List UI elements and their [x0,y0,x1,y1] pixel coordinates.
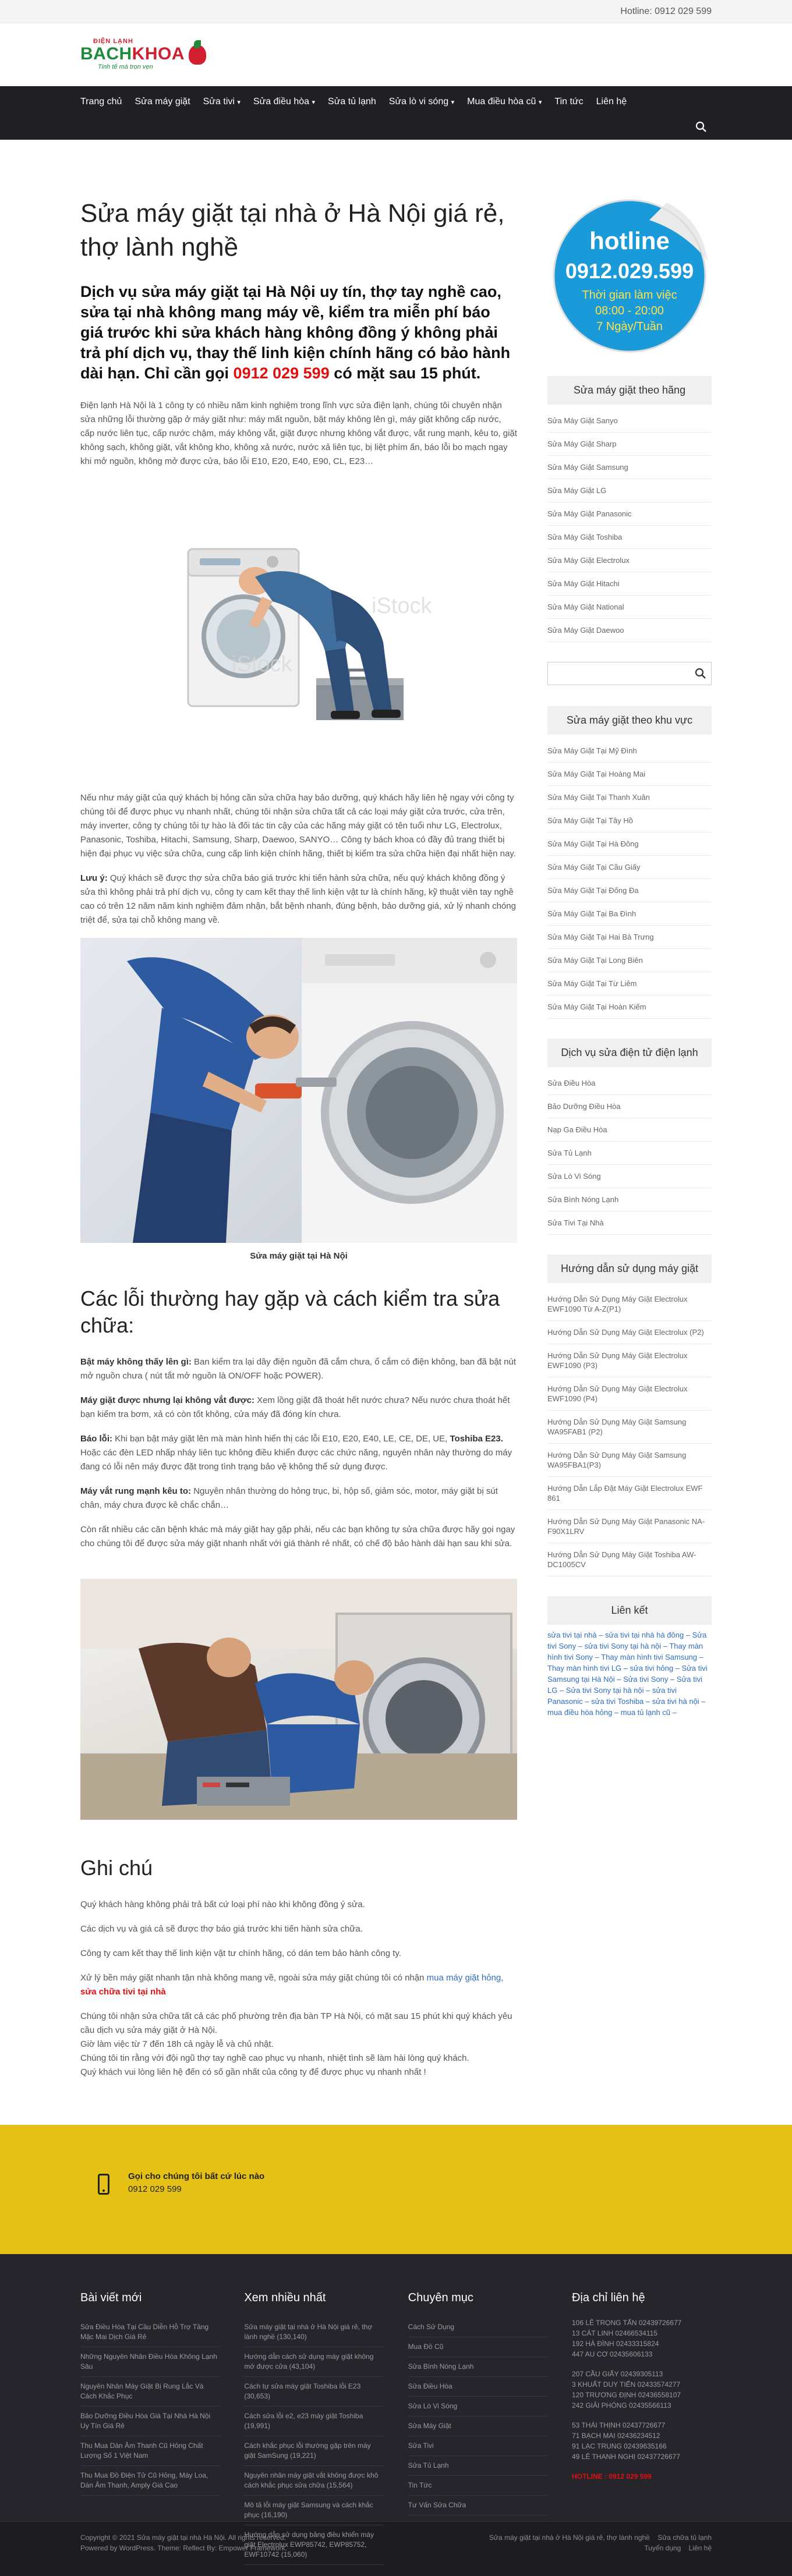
closing-paragraph: Chúng tôi nhận sửa chữa tất cả các phố phường trên địa bàn TP Hà Nội, có mặt sau 15 phút khi quý khách yêu cầu dịch vụ sửa máy giặt ở Hà Nội. Giờ làm việc từ 7 đến 18h cả ngày lễ và chủ nhật. Chúng tôi tin rằng với đội ngũ thợ tay nghề cao phục vụ nhanh, nhiệt tình sẽ làm hài lòng quý khách. Quý khách vui lòng liên hệ đến có số gần nhất của công ty để được phục vụ nhanh nhất ! [80,2011,512,2077]
sidebar [547,197,712,1718]
list-item[interactable]: Nguyên nhân máy giặt vắt không được khô cách khắc phục sửa chữa (15,564) [244,2466,384,2496]
bottom-link[interactable]: Sửa máy giặt tại nhà ở Hà Nội giá rẻ, thợ lành nghề [489,2534,650,2542]
list-item[interactable]: Sửa Tivi [408,2436,548,2456]
footer-col-title: Địa chỉ liên hệ [571,2291,645,2304]
links-widget-title: Liên kết [547,1596,712,1625]
list-item[interactable]: Sửa Máy Giặt Tại Từ Liêm [547,972,712,995]
bottom-link[interactable]: Tuyển dụng [644,2544,681,2552]
faults-heading: Các lỗi thường hay gặp và cách kiểm tra sửa chữa: [80,1287,500,1337]
nav-item-used-ac[interactable]: Mua điều hòa cũ ▾ [467,97,542,107]
svg-text:iStock: iStock [232,652,292,676]
footer-addresses: Địa chỉ liên hệ 106 LÊ TRỌNG TẤN 02439726677 13 CÁT LINH 02466534115 192 HÀ ĐÌNH 02433315824 447 AU CƠ 02435606133 207 CẦU GIẤY 02439305113 3 KHUẤT DUY TIẾN 02433574277 120 TRƯƠNG ĐỊNH 02436558107 242 GIẢI PHÓNG 02435566113 53 THÁI THỊNH 02437726677 71 BẠCH MAI 02436234512 91 LẠC TRUNG 02439635166 49 LÊ THANH NGHỊ 02437726677 HOTLINE : 0912 029 599 [572,2291,712,2565]
nav-item-fridge[interactable]: Sửa tủ lạnh [328,97,376,107]
list-item[interactable]: Sửa Máy Giặt Tại Hoàng Mai [547,763,712,786]
list-item[interactable]: Hướng Dẫn Sử Dụng Máy Giặt Electrolux EWF1090 (P3) [547,1344,712,1377]
notes-heading: Ghi chú [80,1856,153,1880]
list-item[interactable]: Sửa Máy Giặt [408,2416,548,2436]
main-area [80,140,712,2090]
footer-col-title: Chuyên mục [408,2291,473,2304]
technician-illustration [80,526,517,731]
list-item[interactable]: Hướng Dẫn Lắp Đặt Máy Giặt Electrolux EWF 861 [547,1477,712,1510]
footer-hotline[interactable]: HOTLINE : 0912 029 599 [571,2472,652,2481]
site-header [0,23,792,86]
sidebar-search-input[interactable] [547,662,712,685]
list-item[interactable]: Hướng Dẫn Sử Dụng Máy Giặt Samsung WA95FAB1 (P2) [547,1411,712,1444]
nav-item-tv[interactable]: Sửa tivi ▾ [203,97,241,107]
chevron-down-icon: ▾ [312,99,316,106]
note-links-paragraph: Xử lý bền máy giặt nhanh tận nhà không mang về, ngoài sửa máy giặt chúng tôi có nhận mua máy giặt hỏng, sửa chữa tivi tại nhà [80,1973,504,1997]
areas-list [547,739,712,1019]
list-item[interactable]: Sửa Máy Giặt Tại Hai Bà Trưng [547,926,712,949]
list-item[interactable]: Hướng dẫn cách sử dụng máy giặt không mở được cửa (43,104) [244,2347,384,2377]
services-widget-title: Dịch vụ sửa điện tử điện lạnh [547,1039,712,1067]
list-item[interactable]: Sửa Máy Giặt LG [547,479,712,502]
nav-item-news[interactable]: Tin tức [554,97,584,107]
call-title: Gọi cho chúng tôi bất cứ lúc nào [128,2171,265,2181]
top-bar [0,0,792,23]
list-item[interactable]: Nguyên Nhân Máy Giặt Bị Rung Lắc Và Cách Khắc Phục [80,2377,220,2407]
list-item[interactable]: Sửa Điều Hòa [547,1072,712,1095]
list-item[interactable]: Sửa Máy Giặt Tại Mỹ Đình [547,739,712,763]
footer-col-title: Xem nhiều nhất [244,2291,326,2304]
article [80,197,517,2090]
bottom-link[interactable]: Liên hệ [688,2544,712,2552]
list-item[interactable]: Sửa Lò Vi Sóng [547,1165,712,1188]
list-item[interactable]: Sửa Máy Giặt Hitachi [547,572,712,596]
list-item[interactable]: Những Nguyên Nhân Điều Hòa Không Lạnh Sâu [80,2347,220,2377]
list-item[interactable]: Sửa Máy Giặt Tại Hà Đông [547,832,712,856]
after-faults-paragraph: Còn rất nhiều các căn bệnh khác mà máy giặt hay gặp phải, nếu các bạn không tự sửa chữa được hãy gọi ngay cho chúng tôi để được sửa máy giặt nhanh nhất với giá thành rẻ nhất, có chế độ bảo hành dài hạn sau khi sửa. [80,1525,515,1549]
note-paragraph: Lưu ý: Quý khách sẽ được thợ sửa chữa báo giá trước khi tiến hành sửa chữa, nếu quý khách không đồng ý sửa thì không phải trả phí dịch vụ, công ty cam kết thay thế linh kiện vật tư là chính hãng, kỹ thuật viên tay nghề cao có trên 12 năm năm kinh nghiệm đảm nhận, bắt bệnh nhanh, đúng bệnh, bảo dưỡng giá, xử lý nhanh chóng triệt để, sửa tại chỗ không mang về. [80,873,516,925]
call-band [0,2125,792,2254]
list-item[interactable]: Cách sửa lỗi e2, e23 máy giặt Toshiba (19,991) [244,2407,384,2436]
list-item[interactable]: Mua Đồ Cũ [408,2337,548,2357]
list-item[interactable]: Sửa Máy Giặt Tại Hoàn Kiếm [547,995,712,1019]
list-item[interactable]: Hướng Dẫn Sử Dụng Máy Giặt Electrolux (P2) [547,1321,712,1344]
fault-item: Máy vắt rung mạnh kêu to: Nguyên nhân thường do hỏng trục, bi, hộp số, giảm sóc, motor, máy giặt bị sút chân, máy chưa được kê chắc chắn… [80,1486,498,1510]
logo-leaf-icon [189,45,206,65]
list-item[interactable]: Hướng dẫn sử dụng bảng điều khiển máy giặt Electrolux EWP85742, EWP85752, EWF10742 (15,060) [244,2525,384,2565]
guides-list [547,1288,712,1576]
links-widget-text[interactable]: sửa tivi tại nhà – sửa tivi tại nhà hà đông – Sửa tivi Sony – sửa tivi Sony tại hà nội – Thay màn hình tivi Sony – Thay màn hình tivi Samsung – Thay màn hình tivi LG – sửa tivi hỏng – Sửa tivi Samsung tại Hà Nội – Sửa tivi Sony – Sửa tivi LG – Sửa tivi Sony tại hà nội – sửa tivi Panasonic – sửa tivi Toshiba – sửa tivi hà nội – mua điều hòa hỏng – mua tủ lạnh cũ – [547,1631,708,1717]
svg-text:hotline: hotline [589,227,670,254]
fault-item: Máy giặt được nhưng lại không vắt được: Xem lồng giặt đã thoát hết nước chưa? Nếu nước chưa thoát hết bạn kiểm tra bơm, xả có còn tốt không, cửa máy đã đóng kín chưa. [80,1395,510,1419]
tv-repair-link[interactable]: sửa chữa tivi tại nhà [80,1987,166,1997]
logo-top-text: ĐIỆN LẠNH [93,38,133,45]
list-item[interactable]: Sửa Lò Vi Sóng [408,2397,548,2416]
svg-text:0912.029.599: 0912.029.599 [565,259,694,283]
topbar-hotline[interactable]: Hotline: 0912 029 599 [620,6,712,16]
nav-item-contact[interactable]: Liên hệ [596,97,627,107]
fault-item: Báo lỗi: Khi bạn bật máy giặt lên mà màn hình hiển thị các lỗi E10, E20, E40, LE, CE, DE, UE, Toshiba E23. Hoặc các đèn LED nhấp nháy liên tục không điều khiển được các chức năng, nguyên nhân này thường do máy đang có lỗi nên máy được đặt trong tình trạng bảo vệ không thể sử dụng được. [80,1434,512,1472]
list-item[interactable]: Sửa Tủ Lạnh [547,1142,712,1165]
list-item[interactable]: Sửa Máy Giặt Daewoo [547,619,712,642]
list-item[interactable]: Sửa Máy Giặt Tại Ba Đình [547,902,712,926]
list-item[interactable]: Bảo Dưỡng Điều Hòa [547,1095,712,1118]
call-text [80,2170,712,2196]
phone-icon [98,2174,109,2195]
call-phone[interactable]: 0912 029 599 [128,2184,182,2194]
note-item: Quý khách hàng không phải trả bất cứ loại phí nào khi không đồng ý sửa. [80,1900,365,1909]
bottom-links [420,2532,712,2553]
search-icon[interactable] [695,668,706,679]
list-item[interactable]: Sửa Máy Giặt Samsung [547,456,712,479]
nav-item-microwave[interactable]: Sửa lò vi sóng ▾ [388,97,455,107]
bottom-link[interactable]: Sửa chữa tủ lạnh [657,2534,712,2542]
site-logo[interactable] [80,38,203,74]
powered-text: Powered by WordPress. Theme: Reflect By: Empower Framework. [80,2544,288,2552]
list-item[interactable]: Thu Mua Đồ Điện Tử Cũ Hỏng, Máy Loa, Dàn Âm Thanh, Amply Giá Cao [80,2466,220,2496]
brands-widget-title: Sửa máy giặt theo hãng [547,376,712,405]
list-item[interactable]: Hướng Dẫn Sử Dụng Máy Giặt Toshiba AW-DC1005CV [547,1543,712,1576]
list-item[interactable]: Sửa Máy Giặt Tại Cầu Giấy [547,856,712,879]
svg-text:Thời gian làm việc: Thời gian làm việc [582,289,677,302]
list-item[interactable]: Tư Vấn Sửa Chữa [408,2496,548,2515]
lead-heading: Dịch vụ sửa máy giặt tại Hà Nội uy tín, thợ tay nghề cao, sửa tại nhà không mang máy về, kiểm tra miễn phí báo giá trước khi sửa khách hàng không đồng ý không phải trả phí dịch vụ, thay thế linh kiện chính hãng có bảo hành dài hạn. Chỉ cần gọi 0912 029 599 có mặt sau 15 phút. [80,283,511,382]
logo-brand: BACHKHOA [80,44,185,63]
list-item[interactable]: Thu Mua Dàn Âm Thanh Cũ Hỏng Chất Lượng Số 1 Việt Nam [80,2436,220,2466]
list-item[interactable]: Bảo Dưỡng Điều Hòa Giá Tại Nhà Hà Nội Uy Tín Giá Rẻ [80,2407,220,2436]
page-title: Sửa máy giặt tại nhà ở Hà Nội giá rẻ, thợ lành nghề [80,199,505,261]
footer-col-title: Bài viết mới [80,2291,142,2304]
list-item[interactable]: Sửa máy giặt tại nhà ở Hà Nội giá rẻ, thợ lành nghề (130,140) [244,2318,384,2347]
technician-washer-image [80,526,517,731]
list-item[interactable]: Sửa Máy Giặt Sharp [547,433,712,456]
nav-item-washing-machine[interactable]: Sửa máy giặt [135,97,190,107]
photo-caption: Sửa máy giặt tại Hà Nội [250,1251,348,1261]
svg-text:7 Ngày/Tuần: 7 Ngày/Tuần [596,320,663,333]
lead-phone[interactable]: 0912 029 599 [233,364,330,382]
list-item[interactable]: Sửa Điều Hòa [408,2377,548,2397]
chevron-down-icon: ▾ [237,99,241,106]
logo-tagline: Tinh tế mà trọn vẹn [98,63,153,70]
bottom-bar [0,2521,792,2576]
list-item[interactable]: Hướng Dẫn Sử Dụng Máy Giặt Panasonic NA-F90X1LRV [547,1510,712,1543]
svg-text:iStock: iStock [372,594,432,618]
services-list [547,1072,712,1235]
list-item[interactable]: Nạp Ga Điều Hòa [547,1118,712,1142]
list-item[interactable]: Tin Tức [408,2476,548,2496]
list-item[interactable]: Sửa Bình Nóng Lạnh [547,1188,712,1211]
svg-text:08:00 - 20:00: 08:00 - 20:00 [595,304,664,317]
two-technicians-photo [80,1579,517,1820]
list-item[interactable]: Sửa Máy Giặt National [547,596,712,619]
used-washer-link[interactable]: mua máy giặt hỏng, [426,1973,504,1983]
main-nav [0,86,792,140]
list-item[interactable]: Sửa Máy Giặt Tại Long Biên [547,949,712,972]
kitchen-washer-image [80,1579,517,1820]
list-item[interactable]: Hướng Dẫn Sử Dụng Máy Giặt Samsung WA95FBA1(P3) [547,1444,712,1477]
front-load-washer-image [80,938,517,1243]
note-item: Công ty cam kết thay thế linh kiện vật tư chính hãng, có dán tem bảo hành công ty. [80,1948,401,1958]
list-item[interactable]: Mô tả lỗi máy giặt Samsung và cách khắc phục (16,190) [244,2496,384,2525]
list-item[interactable]: Sửa Máy Giặt Panasonic [547,502,712,526]
search-icon[interactable] [695,121,707,133]
list-item[interactable]: Sửa Máy Giặt Electrolux [547,549,712,572]
areas-widget-title: Sửa máy giặt theo khu vực [547,706,712,735]
list-item[interactable]: Sửa Máy Giặt Tại Đống Đa [547,879,712,902]
list-item[interactable]: Sửa Điều Hòa Tại Cầu Diễn Hỗ Trợ Tầng Mặc Mai Dịch Giá Rẻ [80,2318,220,2347]
chevron-down-icon: ▾ [451,99,455,106]
nav-item-air-conditioner[interactable]: Sửa điều hòa ▾ [253,97,316,107]
note-item: Các dịch vụ và giá cả sẽ được thợ báo giá trước khi tiến hành sửa chữa. [80,1924,363,1934]
list-item[interactable]: Sửa Máy Giặt Sanyo [547,409,712,433]
list-item[interactable]: Cách tự sửa máy giặt Toshiba lỗi E23 (30,653) [244,2377,384,2407]
copyright-text: Copyright © 2021 Sửa máy giặt tại nhà Hà Nội. All rights reserved. [80,2534,287,2542]
intro-paragraph: Điện lạnh Hà Nội là 1 công ty có nhiều năm kinh nghiệm trong lĩnh vực sửa điện lạnh, chúng tôi chuyên nhận sửa những lỗi thường gặp ở máy giặt như: máy mất nguồn, bật máy không lên gì, máy giặt không cấp nước, cấp nước liên tục, cấp nước chậm, máy không vắt, giặt được nhưng không vắt được, vắt rung mạnh, kêu to, giặt không sạch, không giặt, vắt không kho, không xả nước, nước xả liên tục, bị liệt phím ấn, báo lỗi bo mạch ngay khi mở nguồn, không mở được cửa, báo lỗi E10, E20, E40, E90, CL, E23… [80,401,517,466]
list-item[interactable]: Sửa Máy Giặt Toshiba [547,526,712,549]
list-item[interactable]: Sửa Tủ Lạnh [408,2456,548,2476]
list-item[interactable]: Sửa Tivi Tại Nhà [547,1211,712,1235]
repairman-photo [80,938,517,1243]
fault-item: Bật máy không thấy lên gì: Ban kiểm tra lại dây điện nguồn đã cắm chưa, ổ cắm có điện không, ban đã bật nút mở nguồn chưa ( nút tắt mở nguồn là ON/OFF hoặc POWER). [80,1357,516,1381]
hotline-badge[interactable] [550,197,709,355]
list-item[interactable]: Cách khắc phục lỗi thường gặp trên máy giặt SamSung (19,221) [244,2436,384,2466]
list-item[interactable]: Cách Sử Dụng [408,2318,548,2337]
chevron-down-icon: ▾ [538,99,542,106]
list-item[interactable]: Sửa Bình Nóng Lạnh [408,2357,548,2377]
list-item[interactable]: Sửa Máy Giặt Tại Thanh Xuân [547,786,712,809]
list-item[interactable]: Sửa Máy Giặt Tại Tây Hồ [547,809,712,832]
list-item[interactable]: Hướng Dẫn Sử Dụng Máy Giặt Electrolux EWF1090 Từ A-Z(P1) [547,1288,712,1321]
nav-item-home[interactable]: Trang chủ [80,97,122,107]
list-item[interactable]: Hướng Dẫn Sử Dụng Máy Giặt Electrolux EWF1090 (P4) [547,1377,712,1411]
brands-list [547,409,712,642]
brands-paragraph: Nếu như máy giặt của quý khách bị hỏng cần sửa chữa hay bảo dưỡng, quý khách hãy liên hệ ngay với công ty chúng tôi để được phục vụ nhanh nhất, chúng tôi nhận sửa chữa tất cả các loại máy giặt cửa trước, cửa trên, máy inverter, công ty chúng tôi tự hào là đối tác tin cậy của các hãng máy giặt có tên tuổi như LG, Electrolux, Panasonic, Toshiba, Hitachi, Samsung, Sharp, Daewoo, SANYO… Công ty bách khoa có đầy đủ trang thiết bị hiện đại phục vụ việc sửa chữa, cung cấp linh kiện chính hãng, thiết bị kiểm tra sửa chữa hiện đại nhất hiện nay. [80,793,516,859]
guides-widget-title: Hướng dẫn sử dụng máy giặt [547,1255,712,1283]
